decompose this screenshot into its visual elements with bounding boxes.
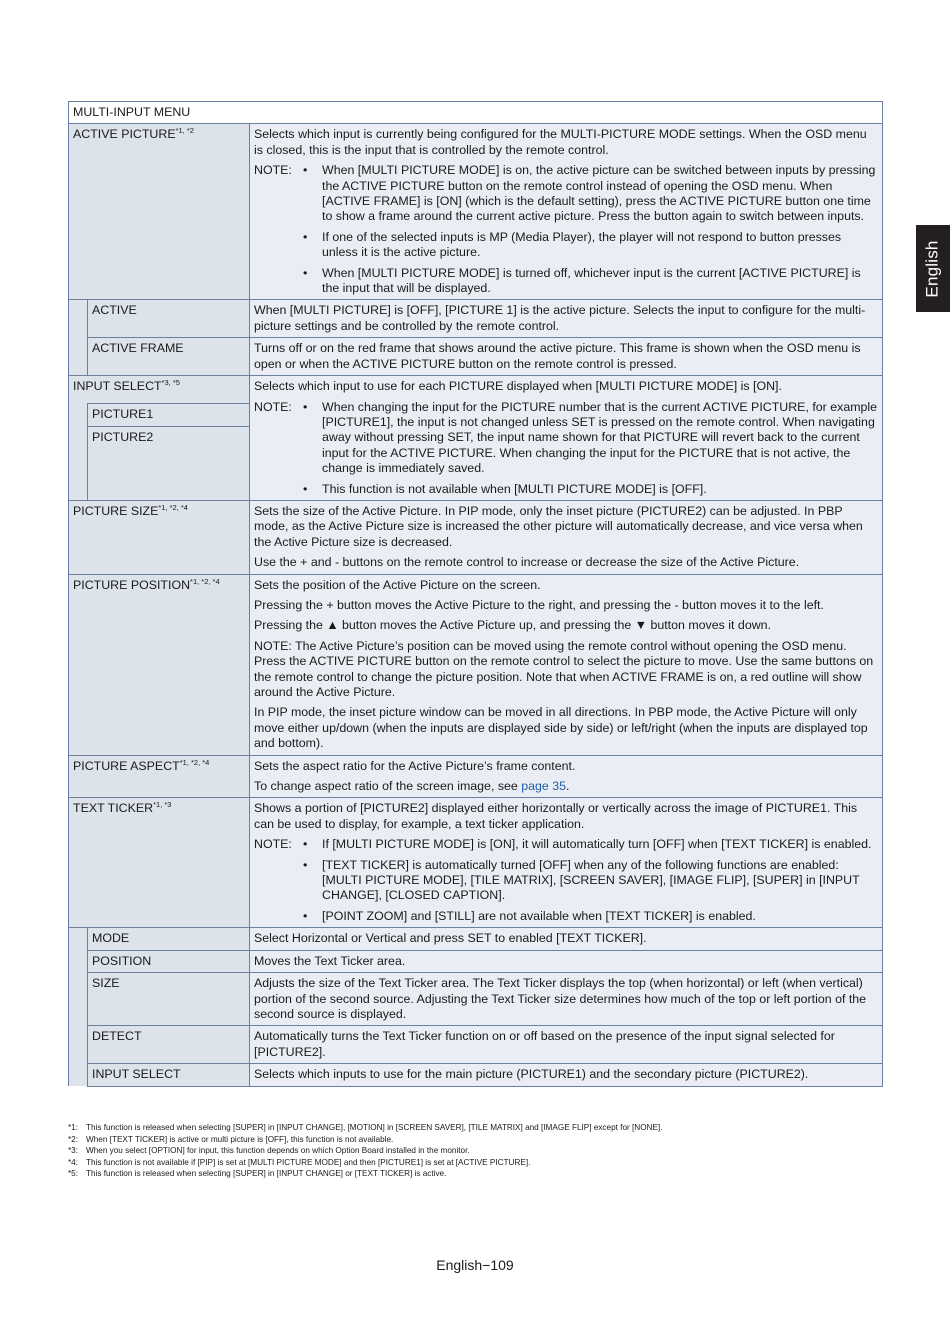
note-bullet: • When [MULTI PICTURE MODE] is turned off, whichever input is the current [ACTIVE PICTURE] is the input that will be displayed. <box>303 266 878 297</box>
row-description: Selects which input to use for each PICTURE displayed when [MULTI PICTURE MODE] is [ON]. NOTE: • When changing the input for the PICTURE number that is the current ACTIVE PICTURE, for example [PICTURE1], the input is not changed unless SET is pressed on the remote control. When navigating away without pressing SET, the input name shown for that PICTURE will revert back to the current input for the ACTIVE PICTURE. When changing the input for the PICTURE that is not active, the change is immediately saved. • This function is not available when [MULTI PICTURE MODE] is [OFF]. <box>250 376 883 501</box>
footnote: *5: This function is released when selecting [SUPER] in [INPUT CHANGE] or [TEXT TICKER] is active. <box>68 1169 447 1178</box>
row-description: Sets the position of the Active Picture on the screen. Pressing the + button moves the Active Picture to the right, and pressing the - button moves it to the left. Pressing the ▲ button moves the Active Picture up, and pressing the ▼ button moves it down. NOTE: The Active Picture’s position can be moved using the remote control without opening the OSD menu. Press the ACTIVE PICTURE button on the remote control to select the picture to move. Use the same buttons on the remote control to change the picture position. Note that when ACTIVE FRAME is on, a red outline will show around the Active Picture. In PIP mode, the inset picture window can be moved in all directions. In PBP mode, the Active Picture will only move either up/down (when the inputs are displayed side by side) or left/right (when the inputs are displayed top and bottom). <box>250 574 883 755</box>
note: NOTE: • When changing the input for the PICTURE number that is the current ACTIVE PICTURE, for example [PICTURE1], the input is not changed unless SET is pressed on the remote control. When navigating away without pressing SET, the input name shown for that PICTURE will revert back to the current input for the ACTIVE PICTURE. When changing the input for the PICTURE that is not active, the change is immediately saved. • This function is not available when [MULTI PICTURE MODE] is [OFF]. <box>254 400 878 497</box>
footnote: *2: When [TEXT TICKER] is active or multi picture is [OFF], this function is not available. <box>68 1134 394 1144</box>
row-label: PICTURE $SIZE^{*1, *2, *4}$ <box>69 500 250 574</box>
note-bullet: • When changing the input for the PICTURE number that is the current ACTIVE PICTURE, for example [PICTURE1], the input is not changed unless SET is pressed on the remote control. When navigating away without pressing SET, the input name shown for that PICTURE will revert back to the current input for the ACTIVE PICTURE. When changing the input for the PICTURE that is not active, the change is immediately saved. <box>303 400 878 477</box>
table-row <box>69 574 883 755</box>
table-row <box>69 300 883 338</box>
row-description: Moves the Text Ticker area. <box>250 950 883 972</box>
table-title-row <box>69 102 883 124</box>
table-row <box>69 1026 883 1064</box>
table-row <box>69 500 883 574</box>
table-row <box>69 376 883 404</box>
multi-input-menu-table <box>68 101 883 1087</box>
language-tab <box>916 225 950 312</box>
row-label <box>88 403 250 500</box>
row-label: ACTIVE <box>88 300 250 338</box>
row-description: Automatically turns the Text Ticker function on or off based on the presence of the input signal selected for [PICTURE2]. <box>250 1026 883 1064</box>
page-number: English−109 <box>436 1257 514 1273</box>
language-tab-label: English <box>923 239 943 298</box>
row-description: Adjusts the size of the Text Ticker area. The Text Ticker displays the top (when horizontal) or left (when vertical) portion of the second source. Adjusting the Text Ticker size determines how much of the top or left portion of the second source is displayed. <box>250 973 883 1026</box>
table-row <box>69 755 883 798</box>
table-row <box>69 338 883 376</box>
footnote: *4: This function is not available if [PIP] is set at [MULTI PICTURE MODE] and then [PICTURE1] is set at [ACTIVE PICTURE]. <box>68 1157 531 1167</box>
row-description: When [MULTI PICTURE] is [OFF], [PICTURE 1] is the active picture. Selects the input to configure for the multi-picture settings and be controlled by the remote control. <box>250 300 883 338</box>
row-description: Selects which inputs to use for the main picture (PICTURE1) and the secondary picture (PICTURE2). <box>250 1064 883 1086</box>
row-label: INPUT SELECT <box>88 1064 250 1086</box>
row-label: INPUT $SELECT^{*3, *5}$ <box>69 376 250 404</box>
note-bullet: • If [MULTI PICTURE MODE] is [ON], it will automatically turn [OFF] when [TEXT TICKER] is enabled. <box>303 837 878 852</box>
row-label: PICTURE $ASPECT^{*1, *2, *4}$ <box>69 755 250 798</box>
row-label: TEXT $TICKER^{*1, *3}$ <box>69 798 250 928</box>
table-title: MULTI-INPUT MENU <box>69 102 883 124</box>
row-description: Selects which input is currently being configured for the MULTI-PICTURE MODE settings. When the OSD menu is closed, this is the input that is controlled by the remote control. NOTE: • When [MULTI PICTURE MODE] is on, the active picture can be switched between inputs by pressing the ACTIVE PICTURE button on the remote control instead of opening the OSD menu. When [ACTIVE FRAME] is [ON] (which is the default setting), press the ACTIVE PICTURE button one time to show a frame around the current active picture. Press the button again to switch between inputs. • If one of the selected inputs is MP (Media Player), the player will not respond to button presses unless it is the active picture. • When [MULTI PICTURE MODE] is turned off, whichever input is the current [ACTIVE PICTURE] is the input that will be displayed. <box>250 124 883 300</box>
note-bullet: • If one of the selected inputs is MP (Media Player), the player will not respond to button presses unless it is the active picture. <box>303 230 878 261</box>
row-label: MODE <box>88 928 250 950</box>
row-label: POSITION <box>88 950 250 972</box>
page-link[interactable]: page 35 <box>521 779 567 794</box>
table-row <box>69 973 883 1026</box>
footnote: *3: When you select [OPTION] for input, this function depends on which Option Board installed in the monitor. <box>68 1146 470 1155</box>
row-description: Turns off or on the red frame that shows around the active picture. This frame is shown when the OSD menu is open or when the ACTIVE PICTURE button on the remote control is pressed. <box>250 338 883 376</box>
note: NOTE: • When [MULTI PICTURE MODE] is on, the active picture can be switched between inputs by pressing the ACTIVE PICTURE button on the remote control instead of opening the OSD menu. When [ACTIVE FRAME] is [ON] (which is the default setting), press the ACTIVE PICTURE button one time to show a frame around the current active picture. Press the button again to switch between inputs. • If one of the selected inputs is MP (Media Player), the player will not respond to button presses unless it is the active picture. • When [MULTI PICTURE MODE] is turned off, whichever input is the current [ACTIVE PICTURE] is the input that will be displayed. <box>254 163 878 296</box>
row-description: Sets the aspect ratio for the Active Picture’s frame content. To change aspect ratio of the screen image, see page 35. <box>250 755 883 798</box>
table-row <box>69 124 883 300</box>
note-bullet: • This function is not available when [MULTI PICTURE MODE] is [OFF]. <box>303 482 878 497</box>
row-label: DETECT <box>88 1026 250 1064</box>
note-bullet: • [POINT ZOOM] and [STILL] are not available when [TEXT TICKER] is enabled. <box>303 909 878 924</box>
footnotes <box>68 1122 888 1180</box>
table-row <box>69 928 883 950</box>
row-description: Shows a portion of [PICTURE2] displayed either horizontally or vertically across the image of PICTURE1. This can be used to display, for example, a text ticker application. NOTE: • If [MULTI PICTURE MODE] is [ON], it will automatically turn [OFF] when [TEXT TICKER] is enabled. • [TEXT TICKER] is automatically turned [OFF] when any of the following functions are enabled: [MULTI PICTURE MODE], [TILE MATRIX], [SCREEN SAVER], [IMAGE FLIP], [SUPER] in [INPUT CHANGE], [CLOSED CAPTION]. • [POINT ZOOM] and [STILL] are not available when [TEXT TICKER] is enabled. <box>250 798 883 928</box>
table-row <box>69 798 883 928</box>
footnote: *1: This function is released when selecting [SUPER] in [INPUT CHANGE], [MOTION] in [SCREEN SAVER], [TILE MATRIX] and [IMAGE FLIP] except for [NONE]. <box>68 1123 663 1132</box>
note-bullet: • [TEXT TICKER] is automatically turned [OFF] when any of the following functions are enabled: [MULTI PICTURE MODE], [TILE MATRIX], [SCREEN SAVER], [IMAGE FLIP], [SUPER] in [INPUT CHANGE], [CLOSED CAPTION]. <box>303 858 878 904</box>
table-row <box>69 950 883 972</box>
row-label: SIZE <box>88 973 250 1026</box>
row-label: ACTIVE FRAME <box>88 338 250 376</box>
row-description: Select Horizontal or Vertical and press SET to enabled [TEXT TICKER]. <box>250 928 883 950</box>
table-row <box>69 1064 883 1086</box>
sub-item-picture2: PICTURE2 <box>92 429 154 444</box>
row-description: Sets the size of the Active Picture. In PIP mode, only the inset picture (PICTURE2) can be adjusted. In PBP mode, as the Active Picture size is increased the other picture will automatically decrease, and vice versa when the Active Picture size is decreased. Use the + and - buttons on the remote control to increase or decrease the size of the Active Picture. <box>250 500 883 574</box>
row-label: PICTURE $POSITION^{*1, *2, *4}$ <box>69 574 250 755</box>
row-label: ACTIVE $PICTURE^{*1, *2}$ <box>69 124 250 300</box>
sub-item-picture1: PICTURE1 <box>88 404 249 427</box>
note-bullet: • When [MULTI PICTURE MODE] is on, the active picture can be switched between inputs by pressing the ACTIVE PICTURE button on the remote control instead of opening the OSD menu. When [ACTIVE FRAME] is [ON] (which is the default setting), press the ACTIVE PICTURE button one time to show a frame around the current active picture. Press the button again to switch between inputs. <box>303 163 878 225</box>
note: NOTE: • If [MULTI PICTURE MODE] is [ON], it will automatically turn [OFF] when [TEXT TICKER] is enabled. • [TEXT TICKER] is automatically turned [OFF] when any of the following functions are enabled: [MULTI PICTURE MODE], [TILE MATRIX], [SCREEN SAVER], [IMAGE FLIP], [SUPER] in [INPUT CHANGE], [CLOSED CAPTION]. • [POINT ZOOM] and [STILL] are not available when [TEXT TICKER] is enabled. <box>254 837 878 924</box>
